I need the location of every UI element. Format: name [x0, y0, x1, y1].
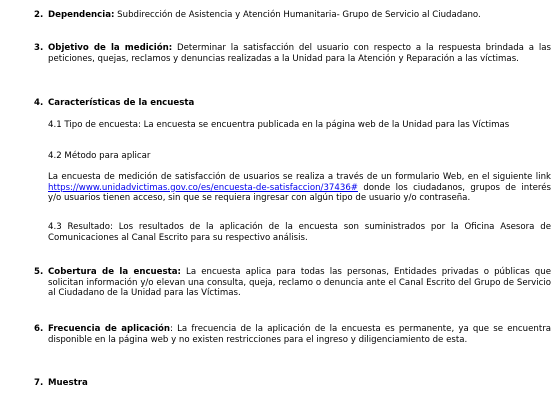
section-text: : La frecuencia de la aplicación de la encuesta es permanente, ya que se encuentra disponible en la página web y no existen restricciones para el ingreso y diligenciamiento de esta.	[48, 324, 551, 345]
section-title: Objetivo de la medición:	[48, 43, 173, 53]
section-number: 4.	[34, 98, 44, 108]
subsection-4-3: 4.3 Resultado: Los resultados de la aplicación de la encuesta son suministrados por la Oficina Asesora de Comunicaciones al Canal Escrito para su respectivo análisis.	[48, 222, 551, 243]
section-title: Muestra	[48, 378, 88, 388]
section-3	[34, 43, 551, 64]
section-number: 2.	[34, 10, 44, 20]
section-text: Subdirección de Asistencia y Atención Humanitaria- Grupo de Servicio al Ciudadano.	[114, 10, 481, 20]
section-7	[34, 378, 551, 389]
survey-link[interactable]: https://www.unidadvictimas.gov.co/es/encuesta-de-satisfaccion/37436#	[48, 182, 358, 193]
section-number: 7.	[34, 378, 44, 388]
section-number: 3.	[34, 43, 44, 53]
method-text: La encuesta de medición de satisfacción de usuarios se realiza a través de un formulario Web, en el siguiente link	[48, 172, 551, 182]
section-title: Dependencia:	[48, 10, 115, 20]
section-6	[34, 324, 551, 345]
subsection-4-2-heading: 4.2 Método para aplicar	[48, 151, 151, 161]
section-text: Determinar la satisfacción del usuario con respecto a la respuesta brindada a las peticiones, quejas, reclamos y denuncias realizadas a la Unidad para la Atención y Reparación a las víctimas.	[48, 43, 552, 64]
section-title: Cobertura de la encuesta:	[48, 267, 181, 277]
section-2	[34, 10, 551, 21]
section-number: 5.	[34, 267, 44, 277]
subsection-4-2-body	[48, 172, 551, 204]
section-title: Frecuencia de aplicación	[48, 324, 171, 334]
section-title: Características de la encuesta	[48, 98, 195, 108]
method-text-end: donde los ciudadanos, grupos de interés y/o usuarios tienen acceso, sin que se requiera ingresar con algún tipo de usuario y/o contraseña.	[48, 182, 551, 204]
section-4	[34, 98, 551, 109]
subsection-4-1: 4.1 Tipo de encuesta: La encuesta se encuentra publicada en la página web de la Unidad para las Víctimas	[48, 120, 510, 130]
section-text: La encuesta aplica para todas las personas, Entidades privadas o públicas que solicitan información y/o elevan una consulta, queja, reclamo o denuncia ante el Canal Escrito del Grupo de Servicio al Ciudadano de la Unidad para las Víctimas.	[48, 267, 551, 299]
section-number: 6.	[34, 324, 44, 334]
section-5	[34, 267, 551, 299]
